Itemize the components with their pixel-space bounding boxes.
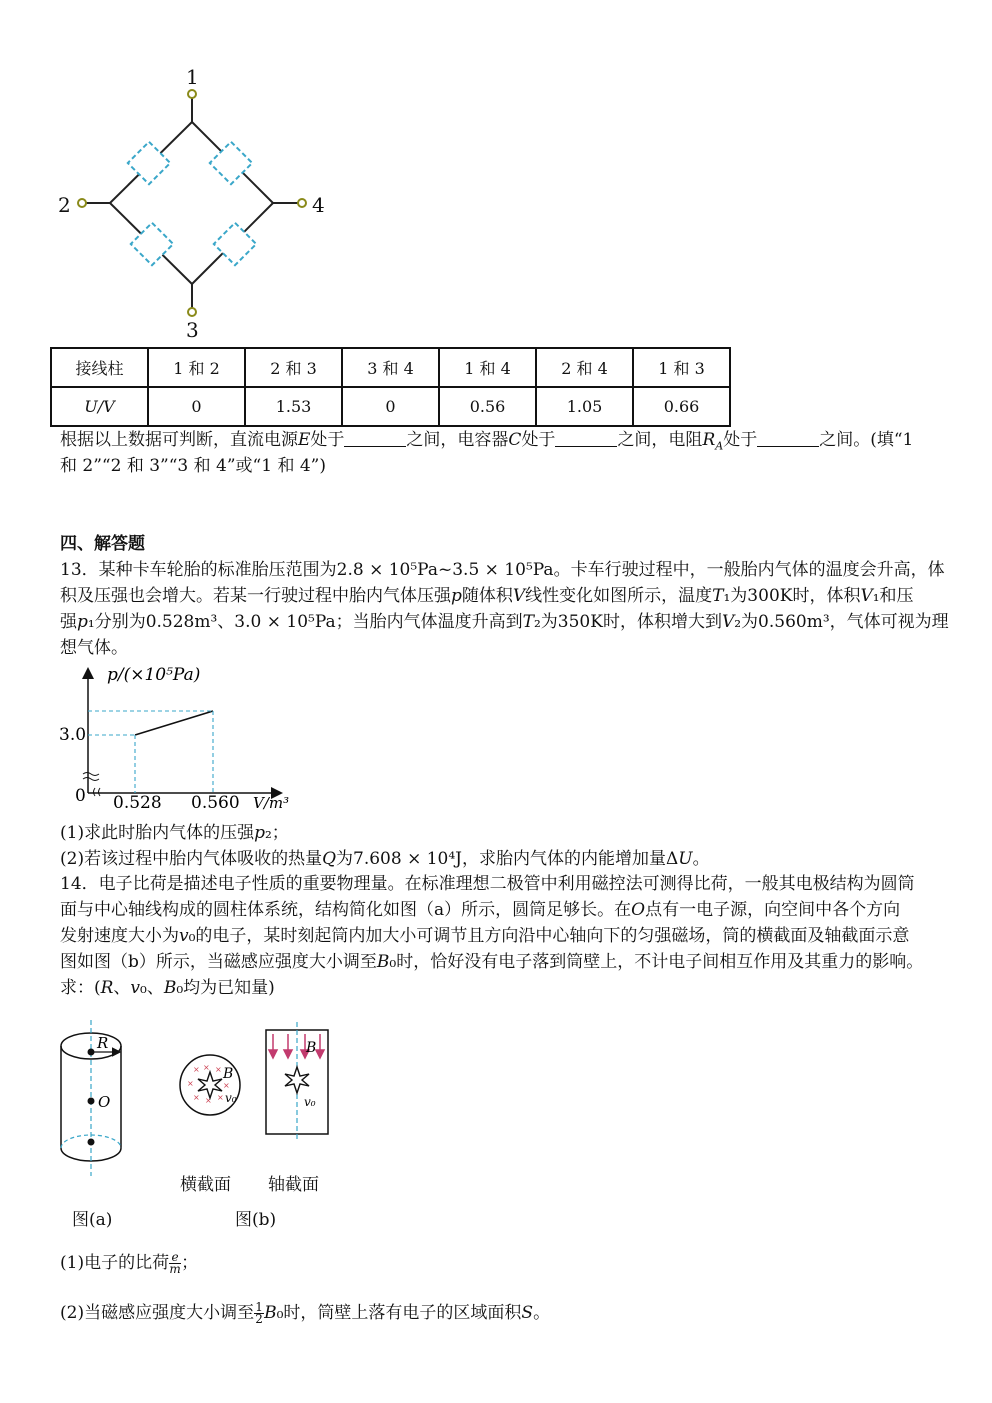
table-cell: 2 和 3 xyxy=(245,348,342,387)
radius-label: R xyxy=(97,1034,109,1052)
v0-label-axial: v₀ xyxy=(304,1095,316,1109)
point-o-label: O xyxy=(98,1093,111,1111)
axis-break-icon-x xyxy=(94,788,101,796)
q14-line-5: 求：(𝑅、𝑣₀、𝐵₀均为已知量) xyxy=(60,978,275,998)
table-cell: 0 xyxy=(148,387,245,426)
svg-text:×: × xyxy=(193,1065,200,1074)
caption-fig-b: 图(b) xyxy=(235,1210,277,1230)
answer-blank-2[interactable] xyxy=(555,428,617,447)
q14-line-1: 14．电子比荷是描述电子性质的重要物理量。在标准理想二极管中利用磁控法可测得比荷，一般其电极结构为圆筒 xyxy=(60,874,915,894)
box-3-4 xyxy=(214,223,256,265)
x-tick-label-1: 0.528 xyxy=(113,793,162,813)
b-label-axial: B xyxy=(306,1040,317,1056)
y-tick-label: 3.0 xyxy=(59,725,87,745)
q12-line-2: 和 2”“2 和 3”“3 和 4”或“1 和 4”) xyxy=(60,456,327,476)
answer-blank-1[interactable] xyxy=(344,428,406,447)
table-cell: U/V xyxy=(51,387,148,426)
terminal-2-label: 2 xyxy=(58,193,71,217)
v0-label: v₀ xyxy=(225,1091,237,1105)
table-cell: 1 和 3 xyxy=(633,348,730,387)
table-cell: 2 和 4 xyxy=(536,348,633,387)
table-cell: 0.66 xyxy=(633,387,730,426)
y-axis-label: p/(×10⁵Pa) xyxy=(107,665,201,685)
q14-line-3: 发射速度大小为𝑣₀的电子，某时刻起筒内加大小可调节且方向沿中心轴向下的匀强磁场，筒的横截面及轴截面示意 xyxy=(60,926,910,946)
table-cell: 接线柱 xyxy=(51,348,148,387)
terminal-4-label: 4 xyxy=(312,193,325,217)
svg-text:×: × xyxy=(217,1093,224,1102)
table-row xyxy=(51,387,730,426)
axis-break-icon xyxy=(83,773,99,781)
q14-line-4: 图如图（b）所示，当磁感应强度大小调至𝐵₀时，恰好没有电子落到筒壁上，不计电子间相互作用及其重力的影响。 xyxy=(60,952,924,972)
svg-text:×: × xyxy=(223,1081,230,1090)
svg-text:×: × xyxy=(187,1079,194,1088)
terminal-3-label: 3 xyxy=(186,318,199,342)
terminal-1-label: 1 xyxy=(186,65,199,89)
table-cell: 0.56 xyxy=(439,387,536,426)
caption-cross-section: 横截面 xyxy=(180,1175,231,1195)
q13-line-2: 积及压强也会增大。若某一行驶过程中胎内气体压强𝑝随体积𝑉线性变化如图所示，温度𝑇₁为300K时，体积𝑉₁和压 xyxy=(60,586,914,606)
pv-chart xyxy=(55,660,315,820)
table-cell: 1.05 xyxy=(536,387,633,426)
x-tick-label-2: 0.560 xyxy=(191,793,240,813)
caption-axial-section: 轴截面 xyxy=(268,1175,319,1195)
table-header-row xyxy=(51,348,730,387)
table-cell: 3 和 4 xyxy=(342,348,439,387)
svg-text:×: × xyxy=(205,1096,212,1105)
svg-text:×: × xyxy=(193,1093,200,1102)
box-1-4 xyxy=(210,142,252,184)
table-cell: 0 xyxy=(342,387,439,426)
q13-line-3: 强𝑝₁分别为0.528m³、3.0 × 10⁵Pa；当胎内气体温度升高到𝑇₂为350K时，体积增大到𝑉₂为0.560m³，气体可视为理 xyxy=(60,612,949,632)
pv-series-line xyxy=(135,711,213,735)
table-cell: 1.53 xyxy=(245,387,342,426)
caption-fig-a: 图(a) xyxy=(72,1210,113,1230)
svg-text:×: × xyxy=(203,1063,210,1072)
electron-source-icon xyxy=(285,1067,309,1093)
answer-blank-3[interactable] xyxy=(757,428,819,447)
cross-section-figure xyxy=(175,1050,250,1125)
table-cell: 1 和 4 xyxy=(439,348,536,387)
q14-line-2: 面与中心轴线构成的圆柱体系统，结构简化如图（a）所示，圆筒足够长。在𝑂点有一电子源，向空间中各个方向 xyxy=(60,900,901,920)
axial-section-figure xyxy=(262,1022,334,1142)
q13-line-4: 想气体。 xyxy=(60,638,128,658)
origin-label: 0 xyxy=(75,786,86,806)
b-label: B xyxy=(223,1066,234,1082)
q14-sub-2: (2)当磁感应强度大小调至 $\frac{1}{2}$ 𝐵₀时，筒壁上落有电子的区域面积S。 xyxy=(60,1300,551,1326)
svg-text:×: × xyxy=(215,1065,222,1074)
q13-line-1: 13．某种卡车轮胎的标准胎压范围为2.8 × 10⁵Pa~3.5 × 10⁵Pa。卡车行驶过程中，一般胎内气体的温度会升高，体 xyxy=(60,560,945,580)
q13-sub-1: (1)求此时胎内气体的压强𝑝₂； xyxy=(60,823,289,843)
voltage-table xyxy=(50,347,731,427)
q13-sub-2: (2)若该过程中胎内气体吸收的热量𝑄为7.608 × 10⁴J，求胎内气体的内能增加量Δ𝑈。 xyxy=(60,849,710,869)
cylinder-figure xyxy=(55,1018,135,1178)
q12-line-1: 根据以上数据可判断，直流电源E处于 之间，电容器C处于 之间，电阻$R_A$处于 之间。(填“1 xyxy=(60,430,914,453)
x-axis-label: V/m³ xyxy=(253,794,290,812)
table-cell: 1 和 2 xyxy=(148,348,245,387)
section-heading: 四、解答题 xyxy=(60,534,145,554)
q14-sub-1: (1)电子的比荷 $\frac{e}{m}$ ； xyxy=(60,1250,199,1276)
bridge-circuit-diagram xyxy=(55,60,345,345)
